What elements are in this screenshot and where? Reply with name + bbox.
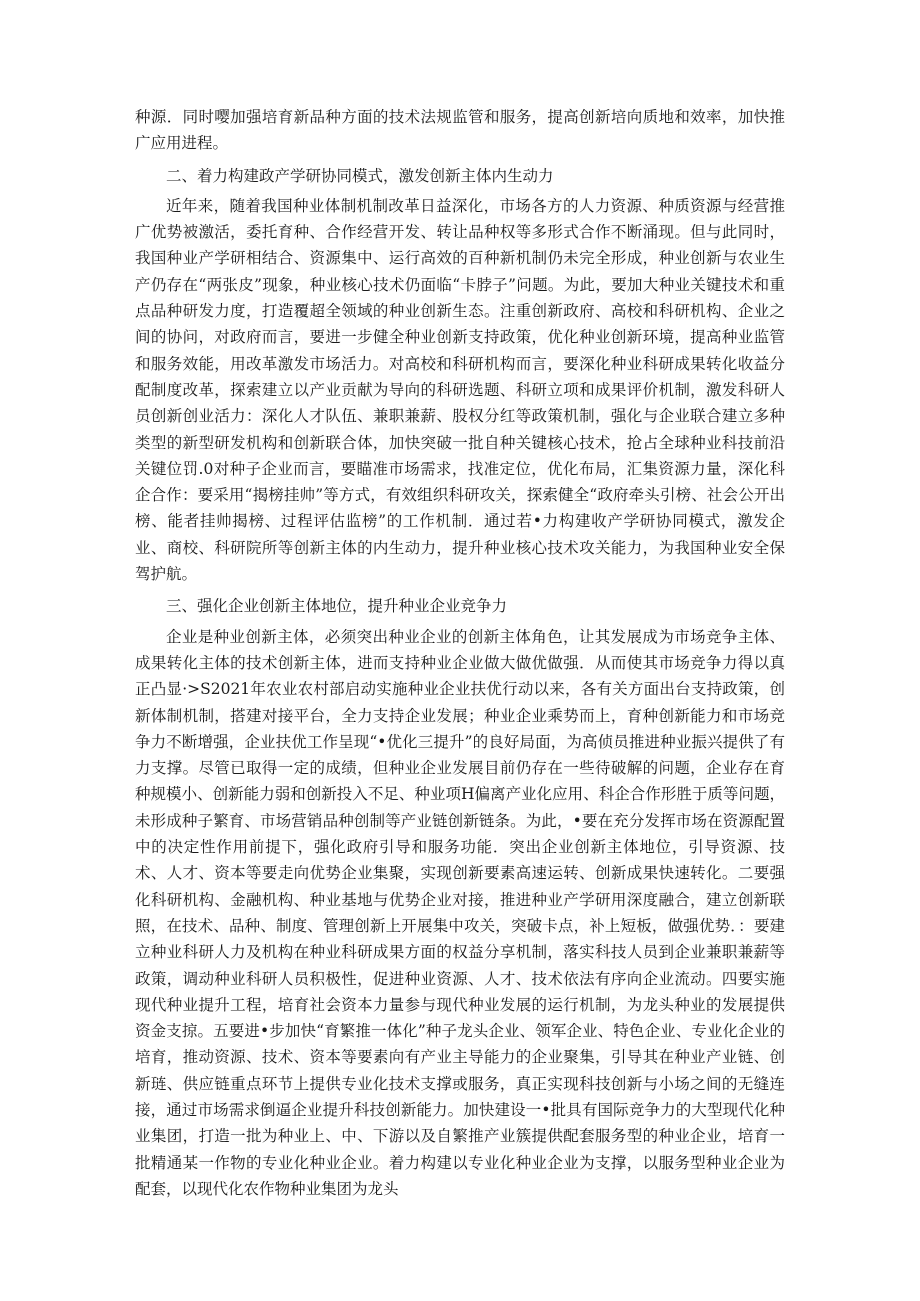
section-heading-3: 三、强化企业创新主体地位，提升种业企业竞争力 (166, 597, 508, 616)
paragraph-section-3: 企业是种业创新主体，必须突出种业企业的创新主体角色，让其发展成为市场竞争主体、成果转化主体的技术创新主体，进而支持种业企业做大做优做强．从而使其市场竞争力得以真正凸显·>S2021年农业农村部启动实施种业企业扶优行动以来，各有关方面出台支持政策，创新体制机制，搭建对接平台，全力支持企业发展；种业企业乘势而上，育种创新能力和市场竞争力不断增强，企业扶优工作呈现“•优化三提升”的良好局面，为高侦员推进种业振兴提供了有力支撑。尽管已取得一定的成绩，但种业企业发展目前仍存在一些待破解的问题，企业存在育种规模小、创新能力弱和创新投入不足、种业项H偏离产业化应用、科企合作形胜于质等问题，未形成种子繁育、市场营销品种创制等产业链创新链条。为此，•要在充分发挥市场在资源配置中的决定性作用前提下，强化政府引导和服务功能．突出企业创新主体地位，引导资源、技术、人才、资本等要走向优势企业集聚，实现创新要素高速运转、创新成果快速转化。二要强化科研机构、金融机构、种业基地与优势企业对接，推进种业产学研用深度融合，建立创新联照，在技术、品种、制度、管理创新上开展集中攻关，突破卡点，补上短板，做强优势．：要建立种业科研人力及机构在种业科研成果方面的权益分享机制，落实科技人员到企业兼职兼薪等政策，调动种业科研人员积极性，促进种业资源、人才、技术依法有序向企业流动。四要实施现代种业提升工程，培育社会资本力量参与现代种业发展的运行机制，为龙头种业的发展提供资金支掠。五要进•步加快“育繁推一体化”种子龙头企业、领军企业、特色企业、专业化企业的培育，推动资源、技术、资本等要素向有产业主导能力的企业聚集，引导其在种业产业链、创新琏、供应链重点环节上提供专业化技术支撑或服务，真正实现科技创新与小场之间的无缝连接，通过市场需求倒逼企业提升科技创新能力。加快建设一•批具有国际竞争力的大型现代化种业集团，打造一批为种业上、中、下游以及自繁推产业簇提供配套服务型的种业企业，培育一批精通某一作物的专业化种业企业。着力构建以专业化种业企业为支撑，以服务型种业企业为配套，以现代化农作物种业集团为龙头 (135, 627, 785, 1198)
paragraph-section-2: 近年来，随着我国种业体制机制改革日益深化，市场各方的人力资源、种质资源与经营推广优势被激活，委托育种、合作经营开发、转让品种权等多形式合作不断涌现。但与此同时，我国种业产学研相结合、资源集中、运行高效的百种新机制仍未完全形成，种业创新与农业生产仍存在“两张皮”现象，种业核心技术仍面临“卡脖子”问题。为此，要加大种业关键技术和重点品种研发力度，打造覆超全领域的种业创新生态。注重创新政府、高校和科研机构、企业之间的协问，对政府而言，要进一步健全种业创新支持政策，优化种业创新环境，提高种业监管和服务效能，用改革激发市场活力。对高校和科研机构而言，要深化种业科研成果转化收益分配制度改革，探索建立以产业贡献为导向的科研选题、科研立项和成果评价机制，激发科研人员创新创业活力：深化人才队伍、兼职兼薪、股权分红等政策机制，强化与企业联合建立多种类型的新型研发机构和创新联合体，加快突破一批自种关键核心技术，抢占全球种业科技前沿关键位罚.0对种子企业而言，要瞄准市场需求，找准定位，优化布局，汇集资源力量，深化科企合作：要采用“揭榜挂帅”等方式，有效组织科研攻关，探索健全“政府牵头引榜、社会公开出榜、能者挂帅揭榜、过程评估监榜”的工作机制．通过若•力构建收产学研协同模式，激发企业、商校、科研院所等创新主体的内生动力，提升种业核心技术攻关能力，为我国种业安全保驾护航。 (135, 196, 785, 584)
document-body (135, 104, 785, 1202)
paragraph-continued: 种源．同时嘤加强培育新品种方面的技术法规监管和服务，提高创新培向质地和效率，加快推广应用进程。 (135, 108, 785, 153)
section-heading-2: 二、着力构建政产学研协同模式，激发创新主体内生动力 (166, 166, 554, 185)
